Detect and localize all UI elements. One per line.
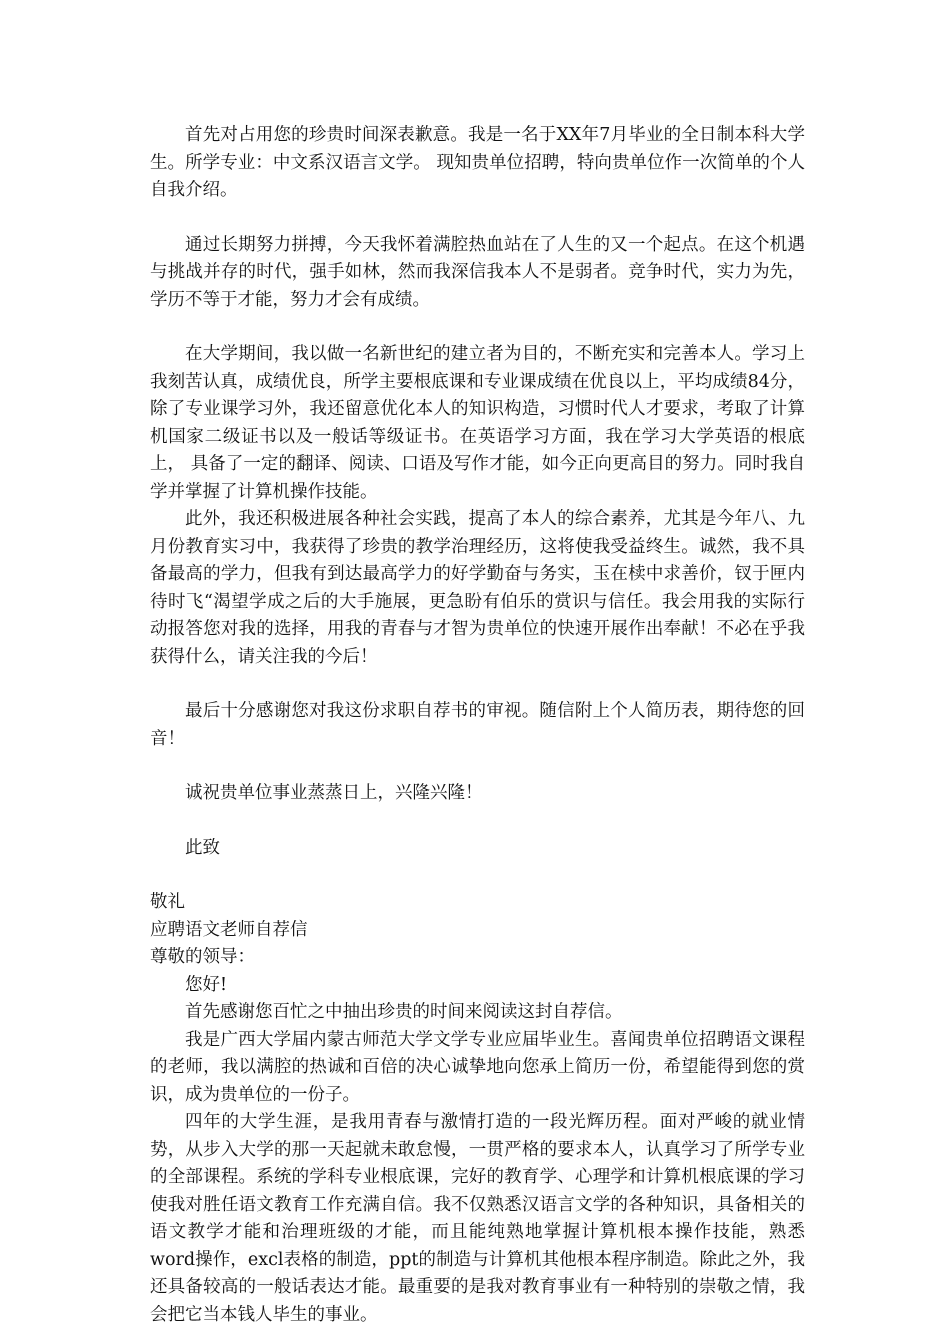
paragraph-thanks: 最后十分感谢您对我这份求职自荐书的审视。随信附上个人简历表，期待您的回音！ bbox=[150, 701, 805, 749]
paragraph-ci-zhi: 此致 bbox=[185, 837, 220, 858]
paragraph-new-start: 通过长期努力拼搏，今天我怀着满腔热血站在了人生的又一个起点。在这个机遇与挑战并存的时代，强手如林，然而我深信我本人不是弱者。竞争时代，实力为先，学历不等于才能，努力才会有成绩。 bbox=[150, 234, 805, 310]
document-body bbox=[150, 122, 805, 1329]
paragraph-university-studies: 在大学期间，我以做一名新世纪的建立者为目的，不断充实和完善本人。学习上我刻苦认真，成绩优良，所学主要根底课和专业课成绩在优良以上，平均成绩84分，除了专业课学习外，我还留意优化本人的知识构造，习惯时代人才要求，考取了计算机国家二级证书以及一般话等级证书。在英语学习方面，我在学习大学英语的根底上， 具备了一定的翻译、阅读、口语及写作才能，如今正向更高目的努力。同时我自学并掌握了计算机操作技能。 bbox=[150, 344, 805, 502]
letter2-greeting: 您好! bbox=[185, 974, 228, 995]
paragraph-social-practice: 此外，我还积极进展各种社会实践，提高了本人的综合素养，尤其是今年八、九月份教育实习中，我获得了珍贵的教学治理经历，这将使我受益终生。诚然，我不具备最高的学力，但我有到达最高学力的好学勤奋与务实，玉在椟中求善价，钗于匣内待时飞“渴望学成之后的大手施展，更急盼有伯乐的赏识与信任。我会用我的实际行动报答您对我的选择，用我的青春与才智为贵单位的快速开展作出奉献！不必在乎我获得什么，请关注我的今后！ bbox=[150, 509, 805, 667]
letter2-paragraph-intro: 我是广西大学届内蒙古师范大学文学专业应届毕业生。喜闻贵单位招聘语文课程的老师，我以满腔的热诚和百倍的决心诚挚地向您承上简历一份，希望能得到您的赏识，成为贵单位的一份子。 bbox=[150, 1029, 805, 1105]
letter2-paragraph-thanks: 首先感谢您百忙之中抽出珍贵的时间来阅读这封自荐信。 bbox=[185, 1002, 623, 1022]
letter2-title: 应聘语文老师自荐信 bbox=[150, 919, 308, 940]
paragraph-wishes: 诚祝贵单位事业蒸蒸日上，兴隆兴隆！ bbox=[185, 783, 483, 803]
letter2-paragraph-university: 四年的大学生涯，是我用青春与激情打造的一段光辉历程。面对严峻的就业情势，从步入大学的那一天起就未敢怠慢，一贯严格的要求本人，认真学习了所学专业的全部课程。系统的学科专业根底课，完好的教育学、心理学和计算机根底课的学习使我对胜任语文教育工作充满自信。我不仅熟悉汉语言文学的各种知识，具备相关的语文教学才能和治理班级的才能，而且能纯熟地掌握计算机根本操作技能，熟悉word操作，excl表格的制造，ppt的制造与计算机其他根本程序制造。除此之外，我还具备较高的一般话表达才能。最重要的是我对教育事业有一种特别的崇敬之情，我会把它当本钱人毕生的事业。 bbox=[150, 1112, 805, 1325]
paragraph-apology-intro: 首先对占用您的珍贵时间深表歉意。我是一名于XX年7月毕业的全日制本科大学生。所学专业：中文系汉语言文学。 现知贵单位招聘，特向贵单位作一次简单的个人自我介绍。 bbox=[150, 125, 805, 200]
closing-jingli: 敬礼 bbox=[150, 892, 185, 912]
letter2-salutation: 尊敬的领导： bbox=[150, 947, 255, 967]
